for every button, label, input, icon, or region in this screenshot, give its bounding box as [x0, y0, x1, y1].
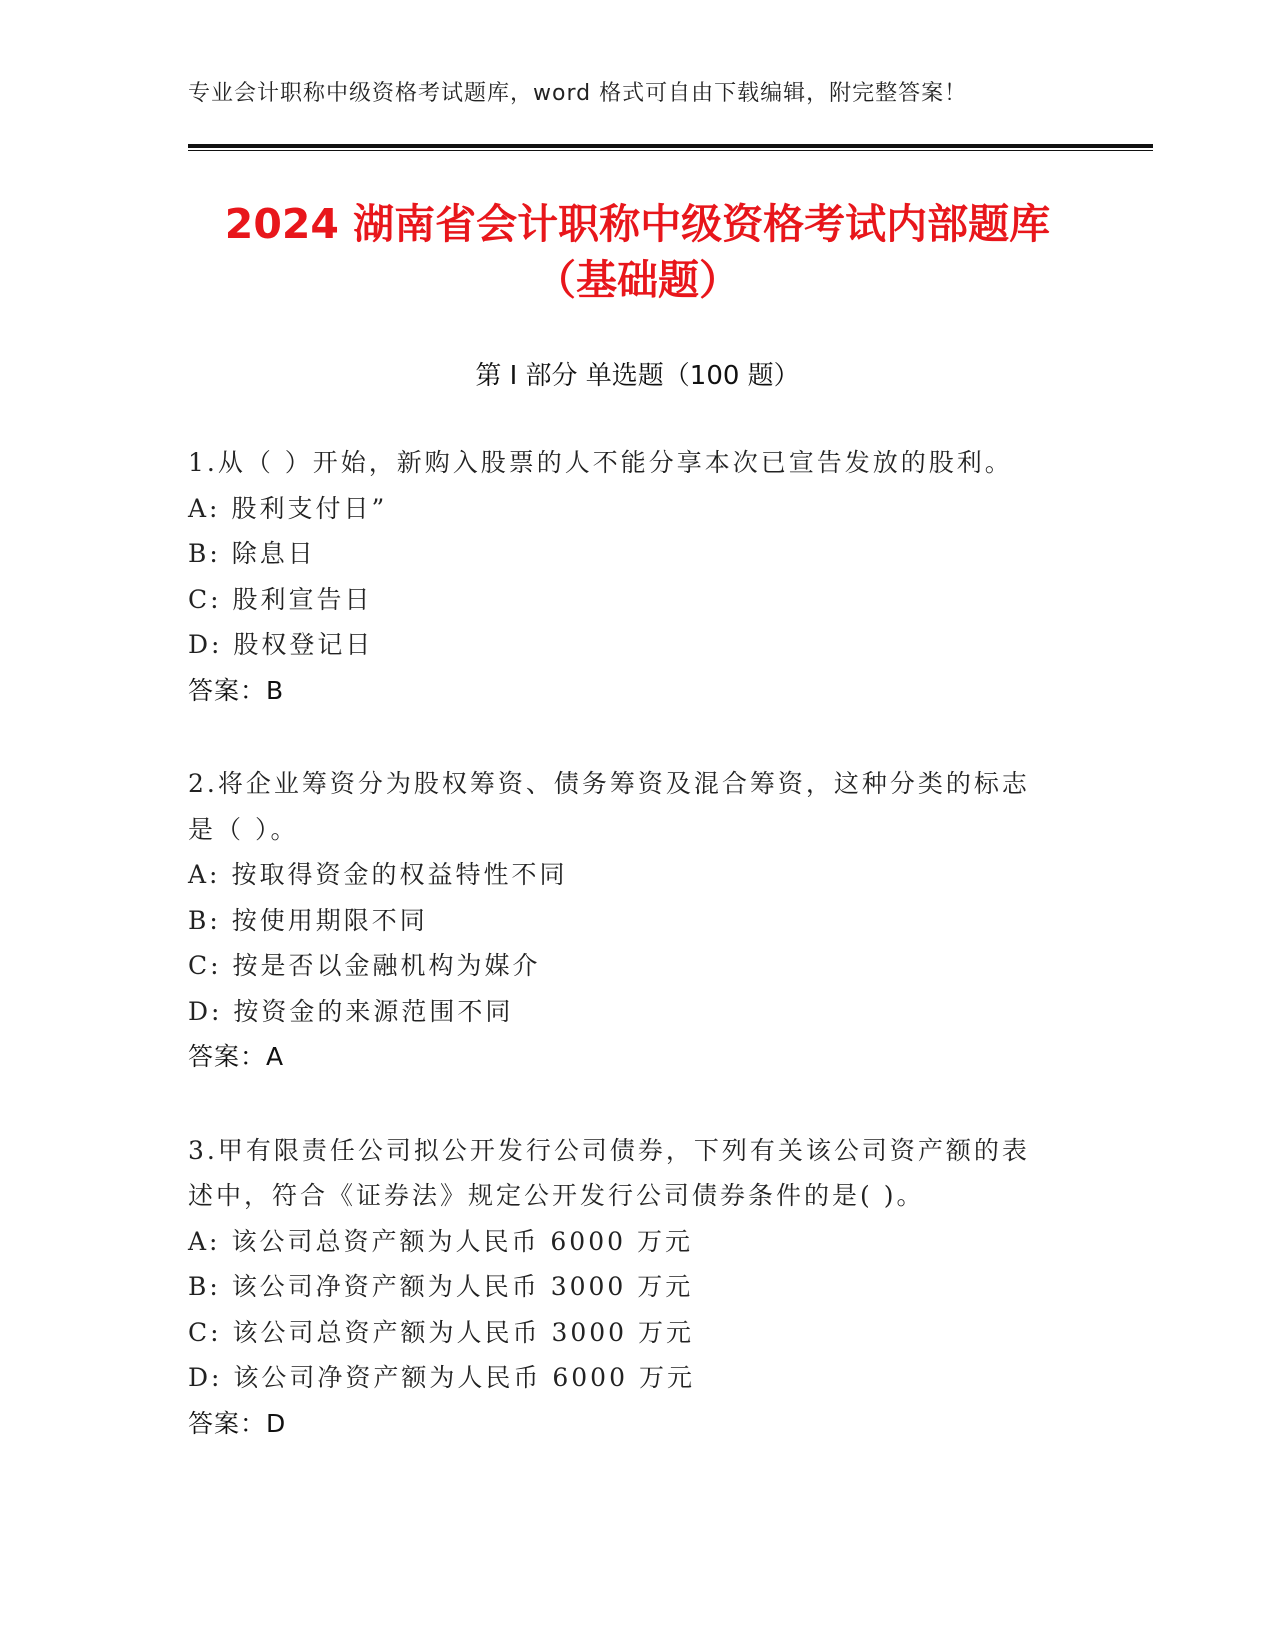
option-letter: A: — [188, 1226, 221, 1256]
option-letter: B: — [188, 1272, 221, 1301]
question-list — [188, 440, 1068, 1494]
option-letter: A: — [188, 493, 221, 523]
question-stem: 述中，符合《证券法》规定公开发行公司债券条件的是( )。 — [188, 1181, 925, 1210]
question-option — [188, 943, 1068, 989]
question-stem: 1.从（ ）开始，新购入股票的人不能分享本次已宣告发放的股利。 — [188, 448, 1013, 477]
option-letter: A: — [188, 860, 221, 889]
title-line-1: 2024 湖南省会计职称中级资格考试内部题库 — [224, 200, 1051, 248]
option-text: 按资金的来源范围不同 — [233, 996, 514, 1026]
option-text: 按是否以金融机构为媒介 — [232, 951, 541, 980]
section-heading: 第 I 部分 单选题（100 题） — [475, 361, 800, 391]
answer-line: 答案：B — [188, 675, 285, 705]
question-stem: 2.将企业筹资分为股权筹资、债务筹资及混合筹资，这种分类的标志 — [188, 769, 1030, 798]
option-text: 该公司净资产额为人民币 3000 万元 — [231, 1272, 694, 1301]
header-note: 专业会计职称中级资格考试题库，word 格式可自由下载编辑，附完整答案！ — [188, 81, 968, 106]
question-block — [188, 440, 1068, 713]
question-block — [188, 761, 1068, 1080]
option-text: 该公司总资产额为人民币 6000 万元 — [231, 1226, 693, 1256]
question-option — [188, 577, 1068, 623]
option-letter: C: — [188, 584, 222, 614]
question-option — [188, 622, 1068, 668]
question-option — [188, 1219, 1068, 1265]
question-block — [188, 1128, 1068, 1447]
question-option — [188, 898, 1068, 944]
question-option — [188, 1355, 1068, 1401]
option-letter: C: — [188, 1317, 222, 1347]
question-option — [188, 852, 1068, 898]
question-stem: 是（ ）。 — [188, 814, 299, 844]
option-letter: B: — [188, 539, 221, 568]
option-letter: C: — [188, 951, 222, 980]
option-letter: D: — [188, 630, 223, 659]
option-text: 该公司净资产额为人民币 6000 万元 — [233, 1363, 695, 1392]
option-text: 股利支付日” — [231, 493, 388, 523]
answer-line: 答案：A — [188, 1042, 285, 1071]
option-letter: B: — [188, 905, 221, 935]
question-stem: 3.甲有限责任公司拟公开发行公司债券，下列有关该公司资产额的表 — [188, 1135, 1030, 1165]
question-option — [188, 989, 1068, 1035]
option-text: 该公司总资产额为人民币 3000 万元 — [232, 1317, 695, 1347]
option-text: 股利宣告日 — [232, 584, 373, 614]
question-option — [188, 1264, 1068, 1310]
question-option — [188, 531, 1068, 577]
option-text: 按使用期限不同 — [231, 905, 428, 935]
option-text: 股权登记日 — [233, 630, 374, 659]
option-letter: D: — [188, 996, 223, 1026]
header-rule — [188, 144, 1153, 148]
option-text: 按取得资金的权益特性不同 — [231, 860, 568, 889]
document-title — [100, 196, 1175, 308]
option-text: 除息日 — [231, 539, 316, 568]
question-option — [188, 486, 1068, 532]
question-option — [188, 1310, 1068, 1356]
answer-line: 答案：D — [188, 1408, 287, 1438]
header-rule-thin — [188, 150, 1153, 151]
title-line-2: （基础题） — [535, 256, 740, 304]
option-letter: D: — [188, 1363, 223, 1392]
